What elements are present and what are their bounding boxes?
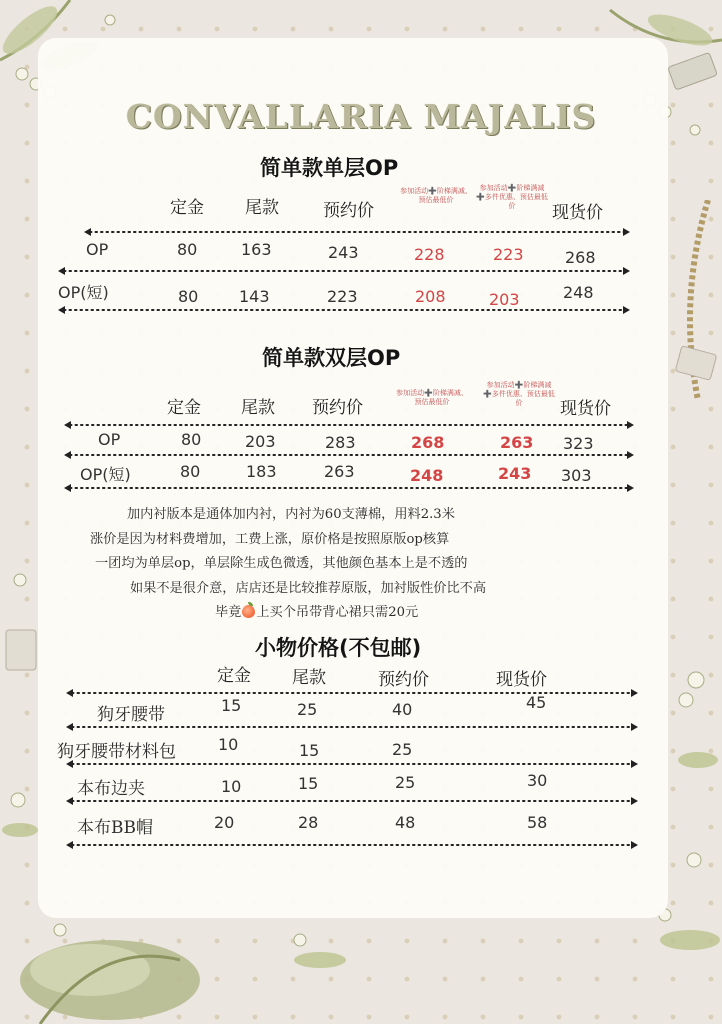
double-row-1-balance: 203 [245, 432, 276, 451]
double-row-1-stock: 323 [563, 434, 594, 453]
note-line-4: 如果不是很介意，店店还是比较推荐原版，加衬版性价比不高 [130, 581, 487, 596]
acc-row-4-balance: 28 [298, 813, 319, 832]
row-divider [58, 305, 630, 315]
single-row-2-name: OP(短) [58, 283, 109, 302]
single-row-1-preorder: 243 [328, 243, 359, 262]
acc-row-3-balance: 15 [298, 774, 319, 793]
header-preorder: 预约价 [312, 398, 363, 418]
row-divider [58, 266, 630, 276]
note-line-5-start: 毕竟 [215, 605, 242, 620]
acc-row-2-name: 狗牙腰带材料包 [57, 742, 176, 762]
double-row-2-name: OP(短) [80, 465, 131, 484]
acc-row-2-deposit: 10 [218, 735, 239, 754]
single-row-2-event-b: 203 [489, 290, 520, 309]
single-row-2-stock: 248 [563, 283, 594, 302]
lily-of-the-valley-decor-bottom [0, 900, 722, 1024]
double-row-2-stock: 303 [561, 466, 592, 485]
double-row-2-preorder: 263 [324, 462, 355, 481]
row-divider [66, 796, 638, 806]
single-layer-title: 简单款单层OP [260, 156, 399, 180]
header-event-b-note: 参加活动➕阶梯满减➕多件优惠、预估最低价 [476, 184, 548, 210]
header-preorder: 预约价 [378, 670, 429, 690]
acc-row-4-name: 本布BB帽 [77, 818, 153, 838]
header-preorder: 预约价 [323, 201, 374, 221]
lily-of-the-valley-decor-right [668, 200, 722, 920]
double-row-1-name: OP [98, 430, 121, 449]
single-row-1-balance: 163 [241, 240, 272, 259]
single-row-2-deposit: 80 [178, 287, 199, 306]
header-stock: 现货价 [552, 203, 603, 223]
single-row-1-deposit: 80 [177, 240, 198, 259]
acc-row-1-balance: 25 [297, 700, 318, 719]
row-divider [64, 450, 634, 460]
header-stock: 现货价 [560, 399, 611, 419]
double-row-2-balance: 183 [246, 462, 277, 481]
header-deposit: 定金 [167, 398, 201, 418]
header-balance: 尾款 [241, 398, 275, 418]
note-line-5-end: 上买个吊带背心裙只需20元 [256, 605, 419, 620]
double-row-1-deposit: 80 [181, 430, 202, 449]
double-layer-title: 简单款双层OP [262, 346, 401, 370]
peach-emoji-icon [242, 605, 255, 618]
double-row-1-preorder: 283 [325, 433, 356, 452]
lily-of-the-valley-decor-left [0, 380, 40, 860]
row-divider [66, 759, 638, 769]
brand-title: CONVALLARIA MAJALIS [125, 97, 597, 136]
row-divider [84, 227, 630, 237]
row-divider [64, 483, 634, 493]
row-divider [66, 840, 638, 850]
acc-row-1-deposit: 15 [221, 696, 242, 715]
header-event-a-note: 参加活动➕阶梯满减、预估最低价 [396, 389, 468, 406]
acc-row-4-deposit: 20 [214, 813, 235, 832]
acc-row-3-stock: 30 [527, 771, 548, 790]
row-divider [66, 722, 638, 732]
header-deposit: 定金 [217, 666, 251, 686]
header-stock: 现货价 [496, 670, 547, 690]
single-row-1-stock: 268 [565, 248, 596, 267]
double-row-2-event-b: 243 [498, 464, 532, 483]
row-divider [64, 420, 634, 430]
note-line-5 [215, 601, 418, 620]
note-line-2: 涨价是因为材料费增加，工费上涨，原价格是按照原版op核算 [90, 532, 450, 547]
note-line-3: 一团均为单层op，单层除生成色微透，其他颜色基本上是不透的 [95, 556, 468, 571]
acc-row-2-balance: 15 [299, 741, 320, 760]
single-row-2-balance: 143 [239, 287, 270, 306]
accessories-title: 小物价格(不包邮) [255, 636, 422, 660]
acc-row-4-preorder: 48 [395, 813, 416, 832]
acc-row-4-stock: 58 [527, 813, 548, 832]
acc-row-3-preorder: 25 [395, 773, 416, 792]
single-row-1-event-b: 223 [493, 245, 524, 264]
single-row-2-event-a: 208 [415, 287, 446, 306]
acc-row-1-name: 狗牙腰带 [97, 705, 165, 725]
header-balance: 尾款 [245, 198, 279, 218]
acc-row-2-preorder: 25 [392, 740, 413, 759]
double-row-2-deposit: 80 [180, 462, 201, 481]
double-row-1-event-b: 263 [500, 433, 534, 452]
acc-row-1-preorder: 40 [392, 700, 413, 719]
single-row-2-preorder: 223 [327, 287, 358, 306]
header-event-a-note: 参加活动➕阶梯满减、预估最低价 [400, 187, 472, 204]
header-deposit: 定金 [170, 198, 204, 218]
acc-row-1-stock: 45 [526, 693, 547, 712]
single-row-1-event-a: 228 [414, 245, 445, 264]
note-line-1: 加内衬版本是通体加内衬，内衬为60支薄棉，用料2.3米 [127, 507, 455, 522]
row-divider [66, 688, 638, 698]
acc-row-3-deposit: 10 [221, 777, 242, 796]
single-row-1-name: OP [86, 240, 109, 259]
double-row-2-event-a: 248 [410, 466, 444, 485]
acc-row-3-name: 本布边夹 [77, 779, 145, 799]
header-event-b-note: 参加活动➕阶梯满减➕多件优惠、预估最低价 [483, 381, 555, 407]
header-balance: 尾款 [292, 668, 326, 688]
double-row-1-event-a: 268 [411, 433, 445, 452]
